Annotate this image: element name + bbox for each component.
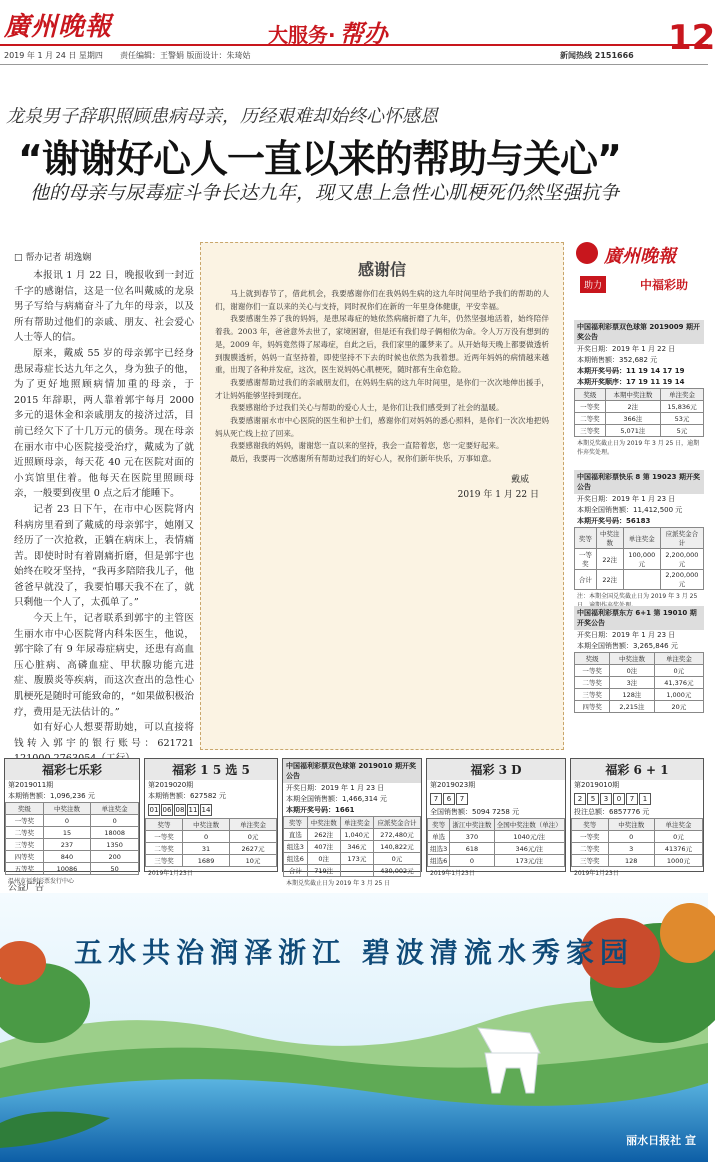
lottery-title: 中国福利彩票双色球第 2019009 期开奖公告 (574, 320, 704, 344)
lottery-line: 本期开奖号码：56183 (577, 517, 651, 525)
table-row (146, 831, 277, 843)
table-row (575, 689, 704, 701)
lottery-issue: 第2019011期 (8, 781, 54, 789)
table-cell: 0注 (610, 665, 655, 677)
table-header: 单注奖金 (91, 803, 139, 815)
section-brush-title: 帮办 (339, 20, 388, 48)
table-header: 单注奖金 (654, 653, 703, 665)
number-ball: 06 (162, 806, 172, 814)
article-paragraph: 本报讯 1 月 22 日，晚报收到一封近千字的感谢信，这是一位名叫戴威的龙泉男子写给与病痛奋斗了九年的母亲，以及所有帮助过他们的亲戚、朋友、社会爱心人士等人的信。 (14, 270, 194, 344)
table-cell: 140,822元 (373, 841, 420, 853)
table-cell: 3 (608, 843, 654, 855)
table-cell: 10086 (43, 863, 91, 875)
letter-date: 2019 年 1 月 22 日 (457, 489, 539, 500)
lottery-footer: 2019年1月23日 (430, 870, 475, 877)
table-cell: 三等奖 (575, 425, 606, 437)
table-cell: 单选 (428, 831, 450, 843)
lottery-box-3 (574, 606, 704, 713)
brand-slogan: 中福彩助 (640, 278, 689, 292)
lottery-table (574, 527, 704, 590)
table-cell: 173元/注 (494, 855, 564, 867)
lottery-line: 开奖日期：2019 年 1 月 23 日 (577, 495, 676, 503)
number-ball: 3 (600, 793, 612, 805)
table-cell: 五等奖 (6, 863, 44, 875)
table-row (575, 425, 704, 437)
table-header: 奖等 (572, 819, 609, 831)
issue-date: 2019 年 1 月 24 日 星期四 (4, 51, 103, 60)
table-cell: 一等奖 (575, 549, 597, 570)
date-bar (0, 44, 708, 65)
table-cell: 0 (43, 815, 91, 827)
table-row (572, 855, 703, 867)
lottery-title: 中国福利彩票快乐 8 第 19023 期开奖公告 (574, 470, 704, 494)
table-cell: 直选 (284, 829, 308, 841)
brand-tag: 助力 (580, 276, 606, 293)
lottery-issue: 第2019020期 (148, 781, 194, 789)
table-cell: 53元 (660, 413, 703, 425)
lottery-table (145, 818, 277, 867)
table-cell: 2注 (605, 401, 660, 413)
lottery-line: 开奖日期：2019 年 1 月 23 日 (286, 784, 385, 792)
letter-paragraph: 马上就到春节了，借此机会，我要感谢你们在我妈妈生病的这九年时间里给予我们的帮助的人们，谢谢你们一直以来的关心与支持，同时祝你们在新的一年里身体健康，平安幸福。 (215, 289, 549, 311)
table-row (428, 855, 565, 867)
table-row (428, 843, 565, 855)
table-header: 浙江中奖注数 (450, 819, 494, 831)
table-row (428, 831, 565, 843)
table-cell: 0 (183, 831, 230, 843)
table-cell: 合计 (575, 570, 597, 590)
byline-text: 帮办记者 胡逸娴 (25, 253, 92, 263)
lottery-qilecai (4, 758, 140, 885)
lottery-line: 本期销售额：627582 元 (148, 792, 226, 800)
table-cell: 41,376元 (654, 677, 703, 689)
page-number: 12 (668, 18, 715, 58)
letter-paragraph: 我要感谢生养了我的妈妈，是患尿毒症的她依然病痛折磨了九年，仍然坚强地活着，始终陪伴着我。2003 年，爸爸意外去世了，家境困窘，但是还有我们母子俩相依为命。令人万万没有想到的是，2009 年，妈妈竟然得了尿毒症，自此之后，我们家里的噩梦来了。从开始每天晚上都要做透析到腹膜透析，妈妈一直坚持着，即使坚持不下去的时候也依然为我着想。近两年妈妈的病情越来越重，出现了各种并发症，这次，医生说妈妈心肌梗死，随时都有生命危险。 (215, 314, 549, 375)
lottery-title: 福彩 6 + 1 (571, 759, 703, 780)
lottery-footer: 2019年1月23日 (574, 870, 619, 877)
lottery-table (427, 818, 565, 867)
lottery-line: 本期开奖顺序：17 19 11 19 14 (577, 378, 685, 386)
table-row (575, 570, 704, 590)
table-cell: 0 (450, 855, 494, 867)
table-cell: 一等奖 (575, 401, 606, 413)
lottery-line: 投注总额：6857776 元 (574, 808, 650, 816)
table-cell: 15 (43, 827, 91, 839)
lottery-footer: 本期兑奖截止日为 2019 年 3 月 25 日 (286, 880, 391, 887)
lottery-15x5 (144, 758, 278, 877)
table-cell: 2,215注 (610, 701, 655, 713)
table-cell: 0元 (654, 831, 702, 843)
table-cell: 二等奖 (6, 827, 44, 839)
winning-numbers (571, 791, 703, 807)
letter-signature: 戴威 (510, 474, 529, 485)
number-ball: 14 (201, 806, 211, 814)
table-row (284, 865, 421, 877)
table-row (284, 853, 421, 865)
table-cell: 3注 (610, 677, 655, 689)
table-cell: 2,200,000元 (660, 570, 703, 590)
letter-paragraph: 我要感谢帮助过我们的亲戚朋友们，在妈妈生病的这九年时间里，是你们一次次地伸出援手，才让妈妈能够坚持到现在。 (215, 377, 549, 400)
table-header: 奖级 (6, 803, 44, 815)
letter-paragraph: 我要感谢给予过我们关心与帮助的爱心人士，是你们让我们感受到了社会的温暖。 (230, 403, 504, 413)
table-cell: 5元 (660, 425, 703, 437)
lottery-line: 本期开奖号码：1661 (286, 806, 355, 814)
table-header: 单注奖金 (654, 819, 702, 831)
ad-sponsor: 丽水日报社 宣 (626, 1134, 696, 1147)
table-cell: 366注 (605, 413, 660, 425)
table-cell: 1040元/注 (494, 831, 564, 843)
table-cell: 一等奖 (146, 831, 183, 843)
number-ball: 01 (149, 806, 159, 814)
lottery-box-2 (574, 470, 704, 612)
lottery-note: 注：本期全国兑奖截止日为 2019 年 3 月 25 (577, 593, 698, 600)
table-header: 中奖注数 (610, 653, 655, 665)
lottery-table (283, 816, 421, 877)
lottery-line: 本期全国销售额：3,265,846 元 (577, 642, 678, 650)
lottery-footer: 2019年1月23日 (148, 870, 193, 877)
table-header: 奖等 (284, 817, 308, 829)
table-header: 中奖注数 (43, 803, 91, 815)
table-cell: 31 (183, 843, 230, 855)
table-cell: 22注 (596, 570, 623, 590)
table-cell: 41376元 (654, 843, 702, 855)
lottery-line: 开奖日期：2019 年 1 月 22 日 (577, 345, 676, 353)
byline: □ 帮办记者 胡逸娴 (14, 253, 92, 263)
letter-paragraph: 最后，我要再一次感谢所有帮助过我们的好心人，祝你们新年快乐，万事如意。 (230, 454, 496, 464)
table-header: 奖等 (575, 528, 597, 549)
table-row (6, 827, 139, 839)
table-header: 本期中奖注数 (605, 389, 660, 401)
table-cell: 346元 (340, 841, 373, 853)
kicker: 龙泉男子辞职照顾患病母亲，历经艰难却始终心怀感恩 (6, 106, 438, 127)
table-cell: 0元 (654, 665, 703, 677)
article-paragraph: 今天上午，记者联系到郭宇的主管医生丽水市中心医院肾内科朱医生，他说，郭宇除了有 9 年尿毒症病史，还患有高血压心脏病、高磷血症、甲状腺功能亢进症、腹膜炎等疾病，而这次查出的急性心肌梗死是随时可能致命的，“如果做积极治疗，费用是无法估计的。” (14, 613, 194, 718)
newspaper-logo: 廣州晚報 (4, 12, 113, 42)
table-row (284, 829, 421, 841)
lottery-line: 本期开奖号码：11 19 14 17 19 (577, 367, 685, 375)
lottery-line: 开奖日期：2019 年 1 月 23 日 (577, 631, 676, 639)
table-cell: 组选6 (428, 855, 450, 867)
table-cell: 四等奖 (6, 851, 44, 863)
table-row (146, 843, 277, 855)
letter-paragraph: 我要感谢丽水市中心医院的医生和护士们，感谢你们对妈妈的悉心照料，是你们一次次地把妈妈从死亡线上拉了回来。 (215, 416, 549, 438)
table-row (6, 851, 139, 863)
table-cell: 1,000元 (654, 689, 703, 701)
table-header: 中奖注数 (183, 819, 230, 831)
editor-credits: 责任编辑：王警娟 版面设计：朱琦姑 (120, 51, 251, 60)
table-header: 奖级 (575, 653, 610, 665)
news-hotline: 新闻热线 2151666 (560, 51, 634, 60)
table-header: 奖级 (575, 389, 606, 401)
table-cell: 0注 (307, 853, 340, 865)
table-cell: 262注 (307, 829, 340, 841)
table-cell: 1689 (183, 855, 230, 867)
table-row (575, 665, 704, 677)
article-body (14, 268, 194, 767)
table-cell: 430,002元 (373, 865, 420, 877)
table-header: 单注奖金 (340, 817, 373, 829)
number-ball: 2 (574, 793, 586, 805)
brand-box (574, 236, 702, 314)
table-cell: 三等奖 (6, 839, 44, 851)
table-cell: 128 (608, 855, 654, 867)
table-row (575, 677, 704, 689)
number-ball: 0 (613, 793, 625, 805)
table-cell: 二等奖 (572, 843, 609, 855)
table-cell: 173元 (340, 853, 373, 865)
table-cell: 719注 (307, 865, 340, 877)
table-header: 应派奖金合计 (660, 528, 703, 549)
headline: “谢谢好心人一直以来的帮助与关心” (18, 137, 621, 181)
table-cell: 1000元 (654, 855, 702, 867)
number-ball: 1 (639, 793, 651, 805)
table-row (575, 413, 704, 425)
number-ball: 6 (443, 793, 455, 805)
article-paragraph: 记者 23 日下午，在市中心医院肾内科病房里看到了戴威的母亲郭宇，她刚又经历了一次抢救，正躺在病床上，表情痛苦。即使时时有着剧痛折磨，但是郭宇也始终在咬牙坚持，“我再多陪陪我儿子，他爸爸早就没了，我要怕哪天我不在了，就只剩他一个人了，太孤单了。” (14, 503, 194, 609)
table-row (572, 831, 703, 843)
table-row (146, 855, 277, 867)
lottery-6plus1 (570, 758, 704, 877)
table-row (6, 863, 139, 875)
winning-numbers (145, 802, 277, 818)
table-cell: 1350 (91, 839, 139, 851)
section-name: 大服务· (268, 23, 336, 47)
table-cell: 5,071注 (605, 425, 660, 437)
table-cell: 三等奖 (575, 689, 610, 701)
table-cell: 一等奖 (572, 831, 609, 843)
table-cell: 22注 (596, 549, 623, 570)
table-cell (340, 865, 373, 877)
table-row (575, 401, 704, 413)
number-ball: 7 (430, 793, 442, 805)
table-cell: 128注 (610, 689, 655, 701)
winning-numbers (427, 791, 565, 807)
table-cell: 200 (91, 851, 139, 863)
table-header: 全国中奖注数（单注） (494, 819, 564, 831)
table-cell: 370 (450, 831, 494, 843)
brand-logo: 廣州晚報 (604, 246, 676, 267)
lottery-box-1 (574, 320, 704, 459)
table-cell: 一等奖 (6, 815, 44, 827)
lottery-table (574, 652, 704, 713)
table-cell: 18008 (91, 827, 139, 839)
table-header: 中奖注数 (596, 528, 623, 549)
table-cell: 840 (43, 851, 91, 863)
lottery-line: 本期销售额：1,096,236 元 (8, 792, 95, 800)
lottery-title: 福彩 1 5 选 5 (145, 759, 277, 780)
table-cell: 二等奖 (575, 677, 610, 689)
subhead: 他的母亲与尿毒症斗争长达九年，现又患上急性心肌梗死仍然坚强抗争 (30, 182, 620, 204)
lottery-footer: 温州市福利彩票发行中心 (8, 878, 75, 885)
table-cell: 组选6 (284, 853, 308, 865)
table-header: 奖等 (428, 819, 450, 831)
lottery-table (5, 802, 139, 875)
table-cell: 合计 (284, 865, 308, 877)
table-cell: 三等奖 (572, 855, 609, 867)
table-cell: 1,040元 (340, 829, 373, 841)
table-row (572, 843, 703, 855)
table-row (284, 841, 421, 853)
table-cell: 15,836元 (660, 401, 703, 413)
lottery-issue: 第2019010期 (574, 781, 620, 789)
table-cell: 272,480元 (373, 829, 420, 841)
table-cell: 0 (608, 831, 654, 843)
table-cell (623, 570, 660, 590)
table-row (6, 839, 139, 851)
table-cell: 20元 (654, 701, 703, 713)
lottery-note: 本期兑奖截止日为 2019 年 3 月 25 日，逾期作弃奖处理。 (577, 440, 700, 456)
letter-body (215, 288, 549, 466)
lottery-table (574, 388, 704, 437)
table-cell: 237 (43, 839, 91, 851)
number-ball: 5 (587, 793, 599, 805)
lottery-line: 本期全国销售额：11,412,500 元 (577, 506, 683, 514)
lottery-title: 福彩 3 D (427, 759, 565, 780)
lottery-issue: 第2019023期 (430, 781, 476, 789)
brand-emblem-icon (576, 242, 598, 264)
table-row (6, 815, 139, 827)
table-header: 奖等 (146, 819, 183, 831)
table-header: 单注奖金 (230, 819, 277, 831)
lottery-line: 本期销售额：352,682 元 (577, 356, 658, 364)
lottery-title: 中国福利彩票双色球第 2019010 期开奖公告 (283, 759, 421, 783)
table-cell: 二等奖 (575, 413, 606, 425)
table-cell: 618 (450, 843, 494, 855)
public-service-ad (0, 893, 708, 1162)
table-header: 中奖注数 (608, 819, 654, 831)
lottery-line: 全国销售额：5094 7258 元 (430, 808, 520, 816)
lottery-title: 福彩七乐彩 (5, 759, 139, 780)
lottery-title: 中国福利彩票东方 6+1 第 19010 期开奖公告 (574, 606, 704, 630)
number-ball: 11 (188, 806, 198, 814)
number-ball: 7 (626, 793, 638, 805)
lottery-line: 本期全国销售额：1,466,314 元 (286, 795, 387, 803)
article-paragraph: 如有好心人想要帮助她，可以直接将钱转入郭宇的银行账号：621721 (14, 722, 194, 749)
ad-label: 公益广告 (8, 883, 45, 893)
table-cell: 一等奖 (575, 665, 610, 677)
table-cell: 407注 (307, 841, 340, 853)
table-row (575, 701, 704, 713)
table-cell: 组选3 (428, 843, 450, 855)
table-cell: 2627元 (230, 843, 277, 855)
table-cell: 100,000元 (623, 549, 660, 570)
table-header: 中奖注数 (307, 817, 340, 829)
article-paragraph: 原来，戴威 55 岁的母亲郭宇已经身患尿毒症长达九年之久，身为独子的他，为了更好地照顾病情加重的母亲，于 2015 年辞职，两人靠着郭宇每月 2000 多元的退休金和亲戚朋友的接济过活，目前已经欠下了十几万元的债务。现在母亲在丽水市中心医院接受治疗，戴威为了就近照顾母亲，每天花 40 元在医院对面的小宾馆里住着。他每天在医院里照顾母亲，一般要到夜里 0 点之后才能睡下。 (14, 347, 194, 500)
table-cell: 346元/注 (494, 843, 564, 855)
table-cell: 组选3 (284, 841, 308, 853)
letter-title: 感谢信 (357, 260, 406, 279)
letter-paragraph: 我要感谢我的妈妈，谢谢您一直以来的坚持，我会一直陪着您，您一定要好起来。 (230, 441, 504, 451)
thank-you-letter (200, 242, 564, 750)
table-cell: 50 (91, 863, 139, 875)
table-cell: 0 (91, 815, 139, 827)
table-cell: 二等奖 (146, 843, 183, 855)
ad-slogan: 五水共治润泽浙江 碧波清流水秀家园 (74, 936, 634, 969)
lottery-shuangseqiu (282, 758, 422, 887)
table-header: 单注奖金 (623, 528, 660, 549)
number-ball: 08 (175, 806, 185, 814)
table-cell: 0元 (230, 831, 277, 843)
table-header: 单注奖金 (660, 389, 703, 401)
table-cell: 四等奖 (575, 701, 610, 713)
table-row (575, 549, 704, 570)
table-cell: 三等奖 (146, 855, 183, 867)
number-ball: 7 (456, 793, 468, 805)
table-cell: 0元 (373, 853, 420, 865)
lottery-3d (426, 758, 566, 877)
table-header: 应派奖金合计 (373, 817, 420, 829)
lottery-table (571, 818, 703, 867)
table-cell: 10元 (230, 855, 277, 867)
table-cell: 2,200,000元 (660, 549, 703, 570)
